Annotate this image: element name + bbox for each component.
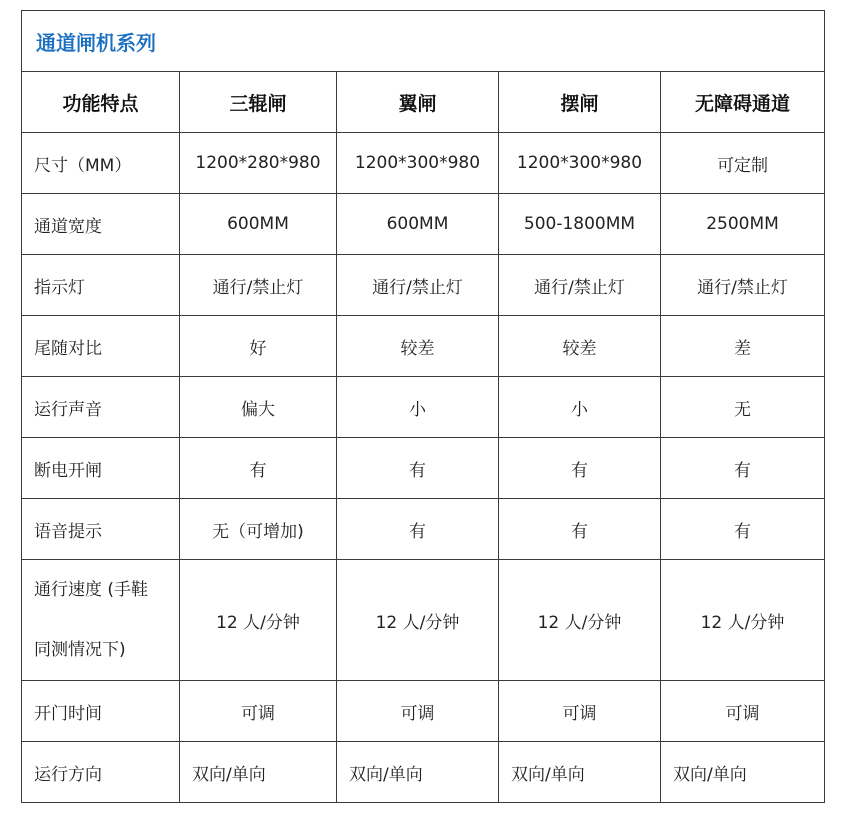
cell-value: 500-1800MM [499,194,661,255]
cell-value: 双向/单向 [499,742,661,803]
cell-value: 双向/单向 [661,742,825,803]
cell-value: 可定制 [661,133,825,194]
header-flap-barrier: 翼闸 [337,72,499,133]
table-row [22,255,825,316]
header-tripod-turnstile: 三辊闸 [180,72,337,133]
row-label: 运行声音 [22,377,180,438]
row-label: 开门时间 [22,681,180,742]
cell-value: 通行/禁止灯 [180,255,337,316]
table-row [22,438,825,499]
cell-value: 1200*280*980 [180,133,337,194]
cell-value: 有 [180,438,337,499]
cell-value: 双向/单向 [180,742,337,803]
gate-comparison-table [21,10,825,803]
cell-value: 1200*300*980 [499,133,661,194]
cell-value: 有 [337,499,499,560]
cell-value: 600MM [180,194,337,255]
cell-value: 无 [661,377,825,438]
cell-value: 有 [661,438,825,499]
header-feature: 功能特点 [22,72,180,133]
comparison-table-container [21,10,824,803]
header-row [22,72,825,133]
table-row [22,560,825,681]
cell-value: 可调 [499,681,661,742]
cell-value: 可调 [661,681,825,742]
cell-value: 较差 [499,316,661,377]
row-label: 尺寸（MM） [22,133,180,194]
row-label-line: 通行速度 (手鞋 [34,580,149,600]
table-row [22,133,825,194]
row-label [22,560,180,681]
row-label: 运行方向 [22,742,180,803]
table-row [22,316,825,377]
row-label: 尾随对比 [22,316,180,377]
cell-value: 可调 [180,681,337,742]
table-row [22,742,825,803]
cell-value: 小 [499,377,661,438]
cell-value: 好 [180,316,337,377]
cell-value: 有 [661,499,825,560]
cell-value: 可调 [337,681,499,742]
table-row [22,681,825,742]
header-swing-gate: 摆闸 [499,72,661,133]
cell-value: 12 人/分钟 [661,560,825,681]
cell-value: 2500MM [661,194,825,255]
row-label: 语音提示 [22,499,180,560]
cell-value: 有 [337,438,499,499]
cell-value: 1200*300*980 [337,133,499,194]
table-row [22,499,825,560]
cell-value: 较差 [337,316,499,377]
table-row [22,377,825,438]
cell-value: 通行/禁止灯 [661,255,825,316]
cell-value: 偏大 [180,377,337,438]
cell-value: 差 [661,316,825,377]
cell-value: 12 人/分钟 [337,560,499,681]
row-label: 指示灯 [22,255,180,316]
cell-value: 有 [499,438,661,499]
table-title: 通道闸机系列 [22,11,825,72]
cell-value: 通行/禁止灯 [499,255,661,316]
row-label: 通道宽度 [22,194,180,255]
cell-value: 通行/禁止灯 [337,255,499,316]
cell-value: 12 人/分钟 [180,560,337,681]
cell-value: 双向/单向 [337,742,499,803]
row-label-line: 同测情况下) [34,640,126,660]
cell-value: 有 [499,499,661,560]
cell-value: 无（可增加) [180,499,337,560]
table-row [22,194,825,255]
cell-value: 600MM [337,194,499,255]
cell-value: 小 [337,377,499,438]
header-accessible-lane: 无障碍通道 [661,72,825,133]
cell-value: 12 人/分钟 [499,560,661,681]
row-label: 断电开闸 [22,438,180,499]
